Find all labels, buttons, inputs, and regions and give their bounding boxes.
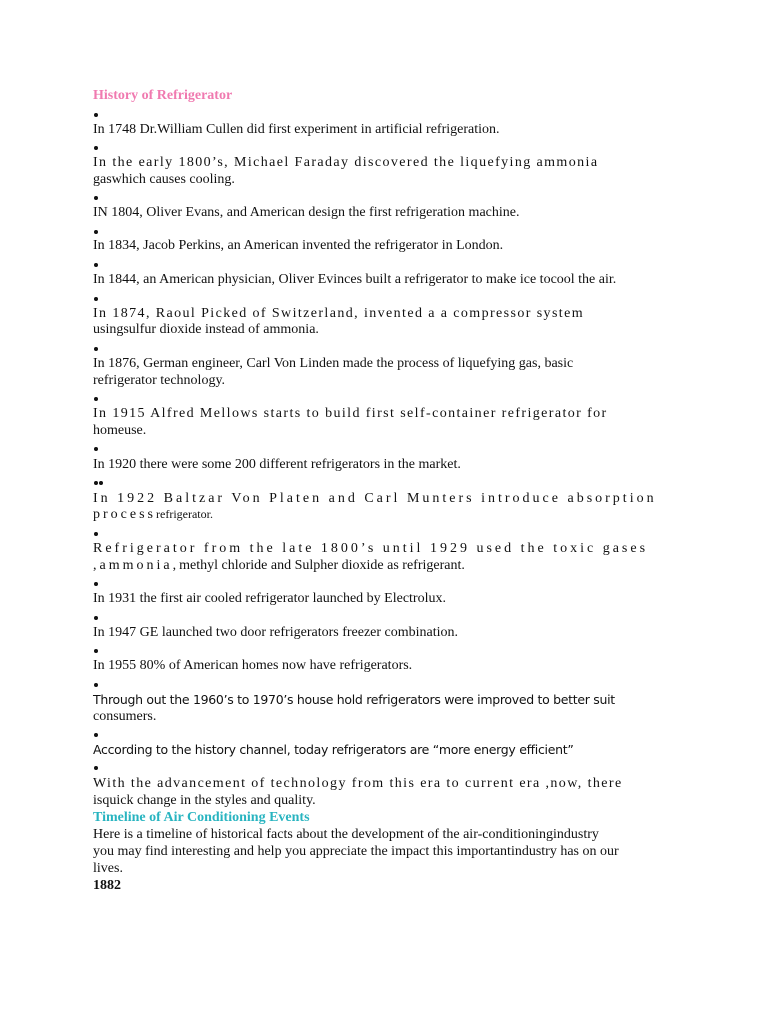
timeline-year: 1882 xyxy=(93,878,121,893)
bullet-marker xyxy=(94,397,98,401)
bullet-marker xyxy=(94,347,98,351)
list-item-text: In 1844, an American physician, Oliver Evinces built a refrigerator to make ice tocool the air. xyxy=(93,272,617,287)
bullet-marker xyxy=(94,447,98,451)
bullet-marker xyxy=(94,649,98,653)
list-item-text: IN 1804, Oliver Evans, and American design the first refrigeration machine. xyxy=(93,205,520,220)
list-item-text: In the early 1800’s, Michael Faraday discovered the liquefying ammonia xyxy=(93,155,599,170)
list-item-text-continued: isquick change in the styles and quality. xyxy=(93,793,316,808)
list-item-text: In 1874, Raoul Picked of Switzerland, invented a a compressor system xyxy=(93,306,585,321)
list-item-text-fragment: refrigerator. xyxy=(156,507,213,521)
bullet-marker xyxy=(94,297,98,301)
bullet-marker xyxy=(94,196,98,200)
bullet-marker xyxy=(94,230,98,234)
bullet-marker xyxy=(94,733,98,737)
air-conditioning-timeline-heading: Timeline of Air Conditioning Events xyxy=(93,810,310,825)
list-item-text: In 1834, Jacob Perkins, an American invented the refrigerator in London. xyxy=(93,238,504,253)
bullet-marker xyxy=(94,113,98,117)
refrigerator-history-heading: History of Refrigerator xyxy=(93,88,233,103)
list-item-text-continued xyxy=(93,557,465,574)
list-item-text-continued: homeuse. xyxy=(93,423,147,438)
list-item-text: In 1947 GE launched two door refrigerators freezer combination. xyxy=(93,625,459,640)
list-item-text: In 1922 Baltzar Von Platen and Carl Munters introduce absorption xyxy=(93,491,657,506)
list-item-text-fragment: methyl chloride and Sulpher dioxide as refrigerant. xyxy=(179,558,465,573)
list-item-text-fragment: ,ammonia, xyxy=(93,558,180,573)
list-item-text-continued: gaswhich causes cooling. xyxy=(93,172,235,187)
list-item-text-continued: usingsulfur dioxide instead of ammonia. xyxy=(93,322,319,337)
list-item-text-continued: consumers. xyxy=(93,709,157,724)
intro-paragraph-line: Here is a timeline of historical facts about the development of the air-conditioningindustry xyxy=(93,827,599,842)
list-item-text-fragment: process xyxy=(93,507,156,522)
intro-paragraph-line: you may find interesting and help you appreciate the impact this importantindustry has on our xyxy=(93,844,619,859)
list-item-text: In 1931 the first air cooled refrigerator launched by Electrolux. xyxy=(93,591,446,606)
list-item-text: According to the history channel, today refrigerators are “more energy efficient” xyxy=(93,742,574,757)
list-item-text: In 1748 Dr.William Cullen did first experiment in artificial refrigeration. xyxy=(93,122,500,137)
list-item-text: In 1920 there were some 200 different refrigerators in the market. xyxy=(93,457,461,472)
list-item-text: In 1955 80% of American homes now have refrigerators. xyxy=(93,658,413,673)
bullet-marker xyxy=(94,616,98,620)
list-item-text: Refrigerator from the late 1800’s until 1929 used the toxic gases xyxy=(93,541,649,556)
list-item-text: In 1876, German engineer, Carl Von Linden made the process of liquefying gas, basic xyxy=(93,356,574,371)
bullet-marker xyxy=(94,683,98,687)
bullet-marker xyxy=(94,532,98,536)
bullet-marker xyxy=(94,582,98,586)
list-item-text: Through out the 1960’s to 1970’s house hold refrigerators were improved to better suit xyxy=(93,692,615,707)
bullet-marker xyxy=(94,263,98,267)
list-item-text: With the advancement of technology from this era to current era ,now, there xyxy=(93,776,623,791)
list-item-text-continued: refrigerator technology. xyxy=(93,373,226,388)
bullet-marker xyxy=(94,481,98,485)
bullet-marker xyxy=(94,146,98,150)
list-item-text: In 1915 Alfred Mellows starts to build first self-container refrigerator for xyxy=(93,406,608,421)
list-item-text-continued xyxy=(93,506,213,523)
bullet-marker xyxy=(94,766,98,770)
intro-paragraph-line: lives. xyxy=(93,861,123,876)
